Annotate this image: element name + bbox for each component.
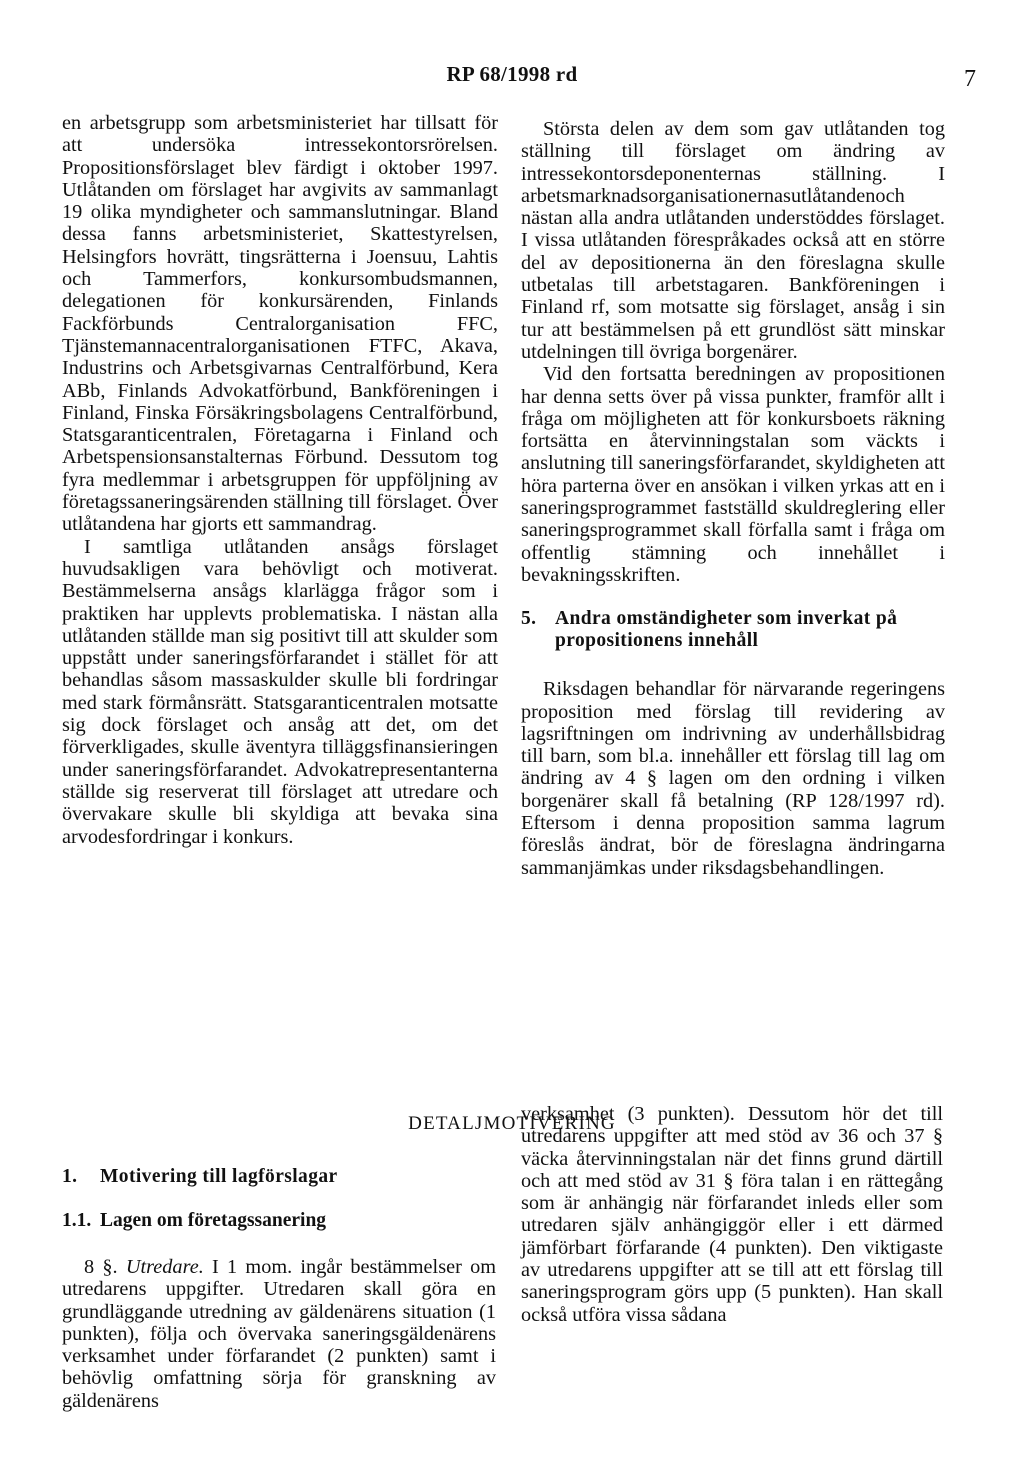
lower-right-column bbox=[521, 1103, 943, 1326]
paragraph: verksamhet (3 punkten). Dessutom hör det till utredarens uppgifter att med stöd av 36 och 37 § väcka återvinningstalan när det finns grund därtill och att med stöd av 31 § föra talan i en rättegång som är anhängig när förfarandet inleds eller som utredaren själv anhängiggör eller i ett därmed jämförbart förfarande (4 punkten). Den viktigaste av utredarens uppgifter att se till att ett förslag till saneringsprogram görs upp (5 punkten). Han skall också utföra vissa sådana bbox=[521, 1103, 943, 1326]
section-number: 5. bbox=[521, 608, 537, 630]
paragraph-section-ref: 8 §. bbox=[84, 1256, 118, 1278]
subchapter-heading bbox=[62, 1210, 496, 1232]
paragraph: Största delen av dem som gav utlåtanden tog ställning till förslaget om ändring av intressekontorsdeponenternas ställning. I arbetsmarknadsorganisationernasutlåtandenoch nästan alla andra utlåtanden understöddes förslaget. I vissa utlåtanden förespråkades också att en större del av depositionerna än den föreslagna skulle utbetalas till arbetstagaren. Bankföreningen i Finland rf, som motsatte sig förslaget, ansåg i sin tur att bestämmelsen på ett grundlöst sätt minskar utdelningen till övriga borgenärer. bbox=[521, 118, 945, 363]
paragraph: I samtliga utlåtanden ansågs förslaget huvudsakligen vara behövligt och motiverat. Bestämmelserna ansågs klarlägga frågor som i praktiken har upplevts problematiska. I nästan alla utlåtanden ställde man sig positivt till att skulder som uppstått under saneringsförfarandet i stället för att behandlas såsom massaskulder skulle bli fordringar med stark förmånsrätt. Statsgaranticentralen motsatte sig dock förslaget och ansåg att det, om det förverkligades, skulle äventyra tilläggsfinansieringen under saneringsförfarandet. Advokatrepresentanterna ställde sig reserverat till förslaget att utredare och övervakare skulle bli skyldiga att bevaka sina arvodesfordringar i konkurs. bbox=[62, 535, 498, 848]
paragraph: en arbetsgrupp som arbetsministeriet har tillsatt för att undersöka intressekontorsrörelsen. Propositionsförslaget blev färdigt i oktober 1997. Utlåtanden om förslaget har avgivits av sammanlagt 19 olika myndigheter och sammanslutningar. Bland dessa fanns arbetsministeriet, Skattestyrelsen, Helsingfors hovrätt, tingsrätterna i Joensuu, Lahtis och Tammerfors, konkursombudsmannen, delegationen för konkursärenden, Finlands Fackförbunds Centralorganisation FFC, Tjänstemannacentralorganisationen FTFC, Akava, Industrins och Arbetsgivarnas Centralförbund, Kera ABb, Finlands Advokatförbund, Bankföreningen i Finland, Finska Försäkringsbolagens Centralförbund, Statsgaranticentralen, Företagarna i Finland och Arbetspensionsanstalternas Förbund. Dessutom tog fyra medlemmar i arbetsgruppen för uppföljning av företagssaneringsärenden ställning till förslaget. Över utlåtandena har gjorts ett sammandrag. bbox=[62, 112, 498, 536]
page-number: 7 bbox=[964, 66, 976, 92]
section-title: Andra omständigheter som inverkat på propositionens innehåll bbox=[555, 608, 898, 652]
heading-title: Motivering till lagförslagar bbox=[100, 1166, 338, 1187]
paragraph: Vid den fortsatta beredningen av propositionen har denna setts över på vissa punkter, framför allt i fråga om möjligheten att för konkursboets räkning fortsätta en återvinningstalan som väckts i anslutning till saneringsförfarandet, skyldigheten att höra parterna över en ansökan i vilken yrkas att en i saneringsprogrammet fastställd skuldreglering eller saneringsprogrammet skall förfalla samt i fråga om offentlig stämning och innehållet i bevakningsskriften. bbox=[521, 363, 945, 586]
section-heading bbox=[521, 608, 945, 652]
lower-left-column bbox=[62, 1166, 496, 1412]
paragraph: Riksdagen behandlar för närvarande regeringens proposition med förslag till revidering av lagsriftningen om indrivning av underhållsbidrag till barn, som bl.a. innehåller ett förslag till lag om ändring av 4 § lagen om den ordning i vilken borgenärer skall få betalning (RP 128/1997 rd). Eftersom i denna proposition samma lagrum föreslås ändrat, bör de föreslagna ändringarna sammanjämkas under riksdagsbehandlingen. bbox=[521, 678, 945, 879]
heading-title: Lagen om företagssanering bbox=[100, 1210, 327, 1231]
heading-number: 1.1. bbox=[62, 1210, 92, 1231]
heading-number: 1. bbox=[62, 1166, 78, 1187]
paragraph-title: Utredare. bbox=[125, 1256, 204, 1278]
paragraph-body: I 1 mom. ingår bestämmelser om utredarens uppgifter. Utredaren skall göra en grundläggande utredning av gäldenärens situation (1 punkten), följa och övervaka saneringsgäldenärens verksamhet under förfarandet (2 punkten) samt i behövlig omfattning sörja för granskning av gäldenärens bbox=[62, 1256, 497, 1412]
running-header-title: RP 68/1998 rd bbox=[446, 62, 578, 86]
main-heading: DETALJMOTIVERING bbox=[408, 1113, 616, 1134]
paragraph bbox=[62, 1256, 496, 1412]
upper-right-column bbox=[521, 118, 945, 879]
chapter-heading bbox=[62, 1166, 496, 1188]
upper-left-column bbox=[62, 112, 498, 848]
